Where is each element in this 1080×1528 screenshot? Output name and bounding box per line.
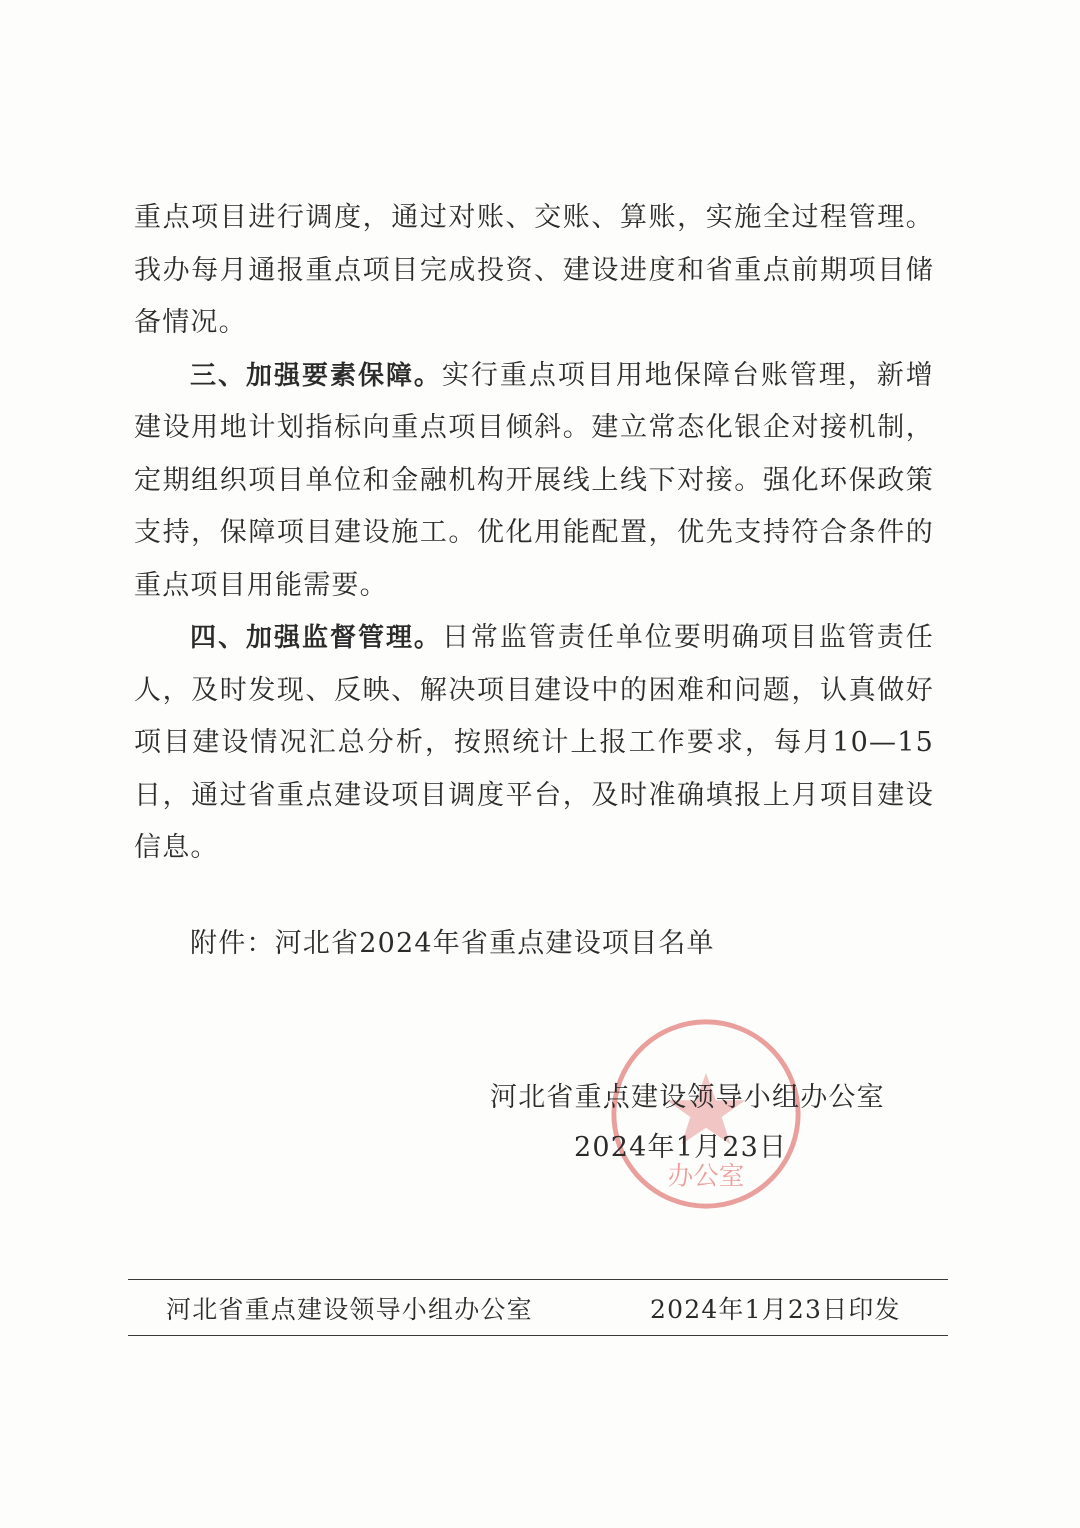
signature-organization: 河北省重点建设领导小组办公室 — [490, 1082, 885, 1113]
footer-issue-date: 2024年1月23日印发 — [650, 1295, 901, 1324]
section-3-text: 实行重点项目用地保障台账管理，新增建设用地计划指标向重点项目倾斜。建立常态化银企对接机制，定期组织项目单位和金融机构开展线上线下对接。强化环保政策支持，保障项目建设施工。优化用能配置，优先支持符合条件的重点项目用能需要。 — [134, 359, 934, 601]
seal-text-bottom: 办公室 — [667, 1161, 745, 1192]
attachment-line: 附件：河北省2024年省重点建设项目名单 — [190, 928, 715, 959]
paragraph-section-4 — [134, 612, 934, 875]
paragraph-continuation: 重点项目进行调度，通过对账、交账、算账，实施全过程管理。我办每月通报重点项目完成投资、建设进度和省重点前期项目储备情况。 — [134, 202, 934, 338]
signature-date: 2024年1月23日 — [574, 1132, 788, 1163]
footer-rule-bottom — [128, 1335, 948, 1336]
document-body — [134, 192, 934, 875]
footer-organization: 河北省重点建设领导小组办公室 — [166, 1295, 533, 1324]
section-4-text: 日常监管责任单位要明确项目监管责任人，及时发现、反映、解决项目建设中的困难和问题，认真做好项目建设情况汇总分析，按照统计上报工作要求，每月10—15日，通过省重点建设项目调度平台，及时准确填报上月项目建设信息。 — [134, 622, 934, 863]
section-3-heading: 三、加强要素保障。 — [190, 360, 442, 391]
footer-rule-top — [128, 1279, 948, 1280]
paragraph-section-3 — [134, 350, 934, 613]
section-4-heading: 四、加强监督管理。 — [190, 623, 442, 653]
